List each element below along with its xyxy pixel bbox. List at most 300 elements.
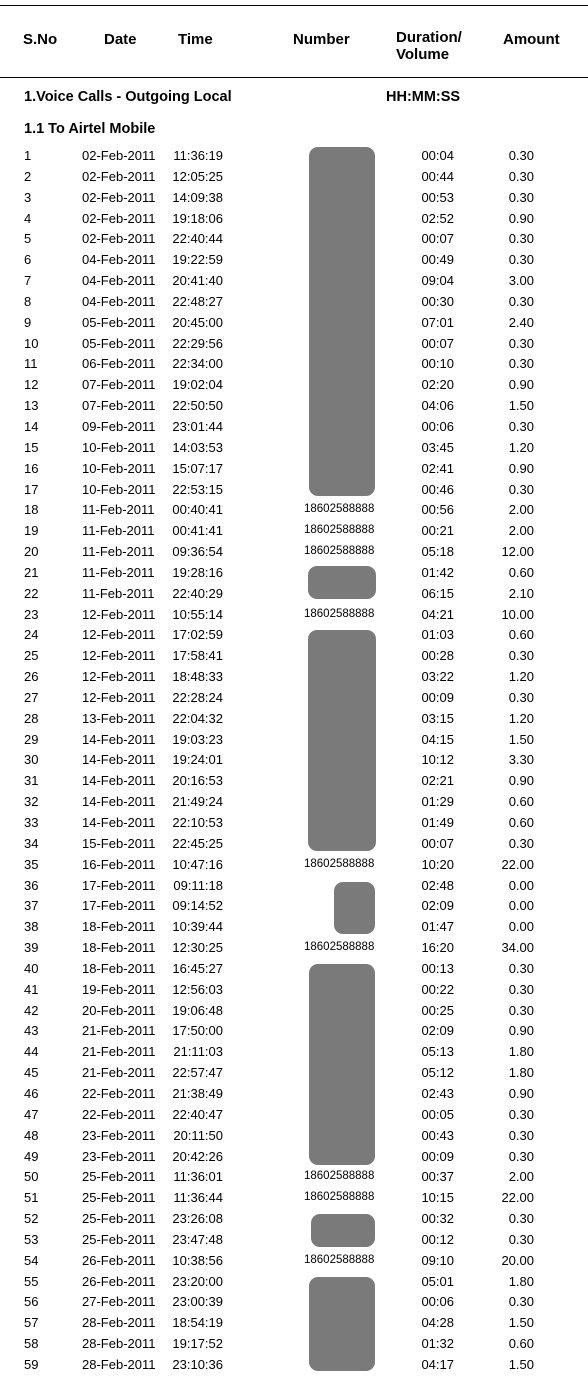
row-time: 23:01:44 — [172, 418, 223, 434]
redaction-block — [308, 566, 376, 599]
row-duration: 02:21 — [421, 773, 454, 789]
row-sno: 52 — [24, 1211, 39, 1227]
row-date: 27-Feb-2011 — [82, 1294, 156, 1310]
row-amount: 1.80 — [508, 1044, 534, 1060]
row-date: 23-Feb-2011 — [82, 1127, 156, 1143]
row-date: 10-Feb-2011 — [82, 439, 156, 455]
table-row — [0, 624, 588, 645]
row-duration: 00:37 — [421, 1169, 454, 1185]
row-date: 11-Feb-2011 — [82, 544, 155, 560]
table-row — [0, 1208, 588, 1229]
row-duration: 00:43 — [421, 1127, 454, 1143]
row-amount: 0.30 — [508, 1002, 534, 1018]
row-amount: 1.50 — [508, 1356, 534, 1372]
row-amount: 0.30 — [508, 335, 534, 351]
row-amount: 20.00 — [501, 1252, 534, 1268]
header-date: Date — [104, 31, 137, 48]
row-date: 28-Feb-2011 — [82, 1356, 156, 1372]
subsection-title: 1.1 To Airtel Mobile — [24, 121, 156, 137]
row-duration: 00:06 — [421, 418, 454, 434]
table-row — [0, 749, 588, 770]
table-row — [0, 1041, 588, 1062]
table-row — [0, 187, 588, 208]
row-time: 19:22:59 — [172, 252, 223, 268]
row-sno: 34 — [24, 835, 39, 851]
row-duration: 00:13 — [421, 960, 454, 976]
row-amount: 0.90 — [508, 460, 534, 476]
row-sno: 27 — [24, 689, 39, 705]
table-row — [0, 687, 588, 708]
table-row — [0, 479, 588, 500]
row-time: 09:36:54 — [172, 544, 223, 560]
row-date: 16-Feb-2011 — [82, 856, 156, 872]
row-sno: 44 — [24, 1044, 39, 1060]
row-date: 02-Feb-2011 — [82, 210, 156, 226]
redaction-block — [334, 882, 375, 934]
table-row — [0, 1062, 588, 1083]
row-date: 04-Feb-2011 — [82, 293, 156, 309]
row-amount: 22.00 — [501, 1190, 534, 1206]
row-sno: 53 — [24, 1231, 39, 1247]
row-time: 14:03:53 — [172, 439, 223, 455]
row-amount: 0.60 — [508, 1336, 534, 1352]
table-row — [0, 708, 588, 729]
row-amount: 22.00 — [501, 856, 534, 872]
row-amount: 2.00 — [508, 502, 534, 518]
row-sno: 6 — [24, 252, 32, 268]
header-time: Time — [178, 31, 213, 48]
row-amount: 0.90 — [508, 773, 534, 789]
table-row — [0, 416, 588, 437]
table-row — [0, 541, 588, 562]
table-row — [0, 1104, 588, 1125]
row-duration: 00:28 — [421, 648, 454, 664]
row-duration: 00:12 — [421, 1231, 454, 1247]
row-time: 20:11:50 — [173, 1127, 223, 1143]
row-time: 22:40:29 — [172, 585, 223, 601]
row-sno: 19 — [24, 523, 39, 539]
row-duration: 03:45 — [421, 439, 454, 455]
row-time: 16:45:27 — [172, 960, 223, 976]
row-duration: 05:13 — [421, 1044, 454, 1060]
row-sno: 4 — [24, 210, 32, 226]
row-sno: 42 — [24, 1002, 39, 1018]
row-time: 12:05:25 — [172, 168, 223, 184]
table-row — [0, 395, 588, 416]
table-row — [0, 458, 588, 479]
redaction-block — [309, 147, 375, 496]
row-sno: 29 — [24, 731, 39, 747]
row-time: 20:42:26 — [172, 1148, 223, 1164]
row-duration: 00:09 — [421, 689, 454, 705]
redaction-block — [311, 1214, 375, 1247]
table-row — [0, 645, 588, 666]
row-date: 02-Feb-2011 — [82, 168, 156, 184]
row-date: 18-Feb-2011 — [82, 960, 156, 976]
row-amount: 1.50 — [508, 1315, 534, 1331]
row-duration: 00:09 — [421, 1148, 454, 1164]
row-time: 22:40:44 — [172, 231, 223, 247]
row-amount: 0.30 — [508, 148, 534, 163]
table-row — [0, 770, 588, 791]
row-amount: 10.00 — [501, 606, 534, 622]
row-sno: 47 — [24, 1106, 39, 1122]
row-date: 11-Feb-2011 — [82, 523, 155, 539]
row-amount: 0.60 — [508, 564, 534, 580]
row-time: 22:10:53 — [172, 815, 223, 830]
row-time: 19:28:16 — [172, 564, 223, 580]
table-row — [0, 1229, 588, 1250]
row-amount: 0.30 — [508, 835, 534, 851]
row-time: 12:56:03 — [172, 981, 223, 997]
row-date: 02-Feb-2011 — [82, 231, 156, 247]
table-row — [0, 895, 588, 916]
row-sno: 20 — [24, 544, 39, 560]
redaction-block — [308, 630, 376, 851]
row-number: 18602588888 — [304, 1253, 375, 1266]
table-row — [0, 604, 588, 625]
row-time: 22:29:56 — [172, 335, 223, 351]
row-sno: 48 — [24, 1127, 39, 1143]
row-date: 14-Feb-2011 — [82, 794, 156, 810]
row-date: 21-Feb-2011 — [82, 1023, 156, 1039]
row-sno: 8 — [24, 293, 32, 309]
row-time: 11:36:01 — [173, 1169, 223, 1185]
table-row — [0, 1125, 588, 1146]
row-duration: 00:56 — [421, 502, 454, 518]
row-duration: 04:06 — [421, 398, 454, 414]
row-amount: 0.00 — [508, 919, 534, 935]
row-amount: 0.30 — [508, 981, 534, 997]
row-sno: 41 — [24, 981, 39, 997]
row-duration: 02:43 — [421, 1085, 454, 1101]
row-duration: 01:42 — [421, 564, 454, 580]
row-duration: 00:44 — [421, 168, 454, 184]
row-sno: 7 — [24, 273, 32, 289]
row-time: 23:26:08 — [172, 1211, 223, 1227]
row-time: 21:38:49 — [172, 1085, 223, 1101]
table-row — [0, 1312, 588, 1333]
row-amount: 0.30 — [508, 1106, 534, 1122]
row-sno: 22 — [24, 585, 39, 601]
row-duration: 16:20 — [421, 940, 454, 956]
row-time: 22:40:47 — [172, 1106, 223, 1122]
table-row — [0, 228, 588, 249]
row-duration: 00:07 — [421, 335, 454, 351]
row-number: 18602588888 — [304, 941, 375, 954]
row-date: 11-Feb-2011 — [82, 564, 155, 580]
row-amount: 0.30 — [508, 1127, 534, 1143]
row-amount: 2.00 — [508, 523, 534, 539]
row-amount: 0.60 — [508, 627, 534, 643]
row-duration: 02:09 — [421, 1023, 454, 1039]
row-amount: 1.80 — [508, 1273, 534, 1289]
row-duration: 00:30 — [421, 293, 454, 309]
row-time: 14:09:38 — [172, 189, 223, 205]
row-date: 12-Feb-2011 — [82, 689, 156, 705]
row-time: 21:11:03 — [173, 1044, 223, 1060]
row-amount: 0.30 — [508, 356, 534, 372]
row-amount: 3.30 — [508, 752, 534, 768]
row-duration: 03:22 — [421, 669, 454, 685]
row-number: 18602588888 — [304, 524, 375, 537]
row-sno: 50 — [24, 1169, 39, 1185]
row-duration: 00:25 — [421, 1002, 454, 1018]
row-amount: 0.30 — [508, 168, 534, 184]
row-date: 28-Feb-2011 — [82, 1315, 156, 1331]
row-time: 09:14:52 — [172, 898, 223, 914]
row-amount: 2.10 — [508, 585, 534, 601]
row-time: 10:38:56 — [172, 1252, 223, 1268]
table-row — [0, 833, 588, 854]
row-number: 18602588888 — [304, 1170, 375, 1183]
row-sno: 58 — [24, 1336, 39, 1352]
row-amount: 0.60 — [508, 794, 534, 810]
row-amount: 0.30 — [508, 189, 534, 205]
table-row — [0, 353, 588, 374]
row-date: 26-Feb-2011 — [82, 1273, 156, 1289]
row-sno: 16 — [24, 460, 39, 476]
row-date: 05-Feb-2011 — [82, 314, 156, 330]
row-duration: 00:07 — [421, 835, 454, 851]
row-sno: 28 — [24, 710, 39, 726]
row-date: 06-Feb-2011 — [82, 356, 156, 372]
row-duration: 05:01 — [421, 1273, 454, 1289]
row-time: 12:30:25 — [172, 940, 223, 956]
table-row — [0, 1146, 588, 1167]
row-date: 09-Feb-2011 — [82, 418, 156, 434]
table-row — [0, 1333, 588, 1354]
row-duration: 02:09 — [421, 898, 454, 914]
row-sno: 5 — [24, 231, 32, 247]
row-sno: 51 — [24, 1190, 39, 1206]
row-duration: 00:46 — [421, 481, 454, 497]
section-title: 1.Voice Calls - Outgoing Local — [24, 89, 232, 105]
row-time: 18:54:19 — [172, 1315, 223, 1331]
row-duration: 00:10 — [421, 356, 454, 372]
row-amount: 0.00 — [508, 898, 534, 914]
row-date: 23-Feb-2011 — [82, 1148, 156, 1164]
table-row — [0, 208, 588, 229]
row-number: 18602588888 — [304, 607, 375, 620]
row-duration: 00:05 — [421, 1106, 454, 1122]
top-rule — [0, 5, 588, 6]
row-sno: 49 — [24, 1148, 39, 1164]
table-row — [0, 916, 588, 937]
row-time: 17:50:00 — [172, 1023, 223, 1039]
row-duration: 07:01 — [421, 314, 454, 330]
row-sno: 39 — [24, 940, 39, 956]
row-date: 21-Feb-2011 — [82, 1044, 156, 1060]
row-time: 19:06:48 — [172, 1002, 223, 1018]
row-duration: 01:47 — [421, 919, 454, 935]
table-row — [0, 312, 588, 333]
header-duration-line2: Volume — [396, 46, 450, 63]
row-time: 23:47:48 — [172, 1231, 223, 1247]
row-time: 11:36:44 — [173, 1190, 223, 1206]
section-unit: HH:MM:SS — [386, 89, 461, 105]
table-row — [0, 270, 588, 291]
row-amount: 0.30 — [508, 252, 534, 268]
row-sno: 38 — [24, 919, 39, 935]
table-row — [0, 1166, 588, 1187]
table-row — [0, 958, 588, 979]
row-date: 13-Feb-2011 — [82, 710, 156, 726]
table-row — [0, 729, 588, 750]
row-duration: 10:20 — [421, 856, 454, 872]
row-sno: 23 — [24, 606, 39, 622]
row-amount: 1.50 — [508, 398, 534, 414]
row-duration: 00:07 — [421, 231, 454, 247]
row-time: 19:17:52 — [172, 1336, 223, 1352]
row-sno: 24 — [24, 627, 39, 643]
row-sno: 26 — [24, 669, 39, 685]
row-time: 23:00:39 — [172, 1294, 223, 1310]
row-time: 15:07:17 — [172, 460, 223, 476]
row-time: 20:41:40 — [172, 273, 223, 289]
row-sno: 37 — [24, 898, 39, 914]
row-duration: 00:21 — [421, 523, 454, 539]
row-amount: 0.30 — [508, 1294, 534, 1310]
row-amount: 2.40 — [508, 314, 534, 330]
row-date: 14-Feb-2011 — [82, 731, 156, 747]
row-duration: 02:52 — [421, 210, 454, 226]
table-row — [0, 937, 588, 958]
row-duration: 02:48 — [421, 877, 454, 893]
row-sno: 43 — [24, 1023, 39, 1039]
table-row — [0, 1000, 588, 1021]
row-amount: 0.30 — [508, 960, 534, 976]
table-row — [0, 1020, 588, 1041]
row-sno: 17 — [24, 481, 39, 497]
table-row — [0, 1291, 588, 1312]
row-amount: 0.00 — [508, 877, 534, 893]
table-row — [0, 1250, 588, 1271]
row-time: 10:47:16 — [172, 856, 223, 872]
row-time: 21:49:24 — [172, 794, 223, 810]
row-amount: 3.00 — [508, 273, 534, 289]
row-duration: 05:12 — [421, 1065, 454, 1081]
row-date: 07-Feb-2011 — [82, 398, 156, 414]
table-row — [0, 1271, 588, 1292]
row-amount: 1.20 — [508, 710, 534, 726]
row-sno: 54 — [24, 1252, 39, 1268]
row-duration: 01:49 — [421, 815, 454, 830]
header-number: Number — [293, 31, 350, 48]
redaction-block — [309, 964, 375, 1165]
row-amount: 1.20 — [508, 439, 534, 455]
row-sno: 57 — [24, 1315, 39, 1331]
row-duration: 04:21 — [421, 606, 454, 622]
row-sno: 45 — [24, 1065, 39, 1081]
row-sno: 3 — [24, 189, 32, 205]
row-number: 18602588888 — [304, 857, 375, 870]
row-amount: 0.90 — [508, 377, 534, 393]
header-rule — [0, 77, 588, 78]
row-duration: 03:15 — [421, 710, 454, 726]
row-sno: 46 — [24, 1085, 39, 1101]
row-time: 20:16:53 — [172, 773, 223, 789]
row-duration: 00:22 — [421, 981, 454, 997]
row-sno: 59 — [24, 1356, 39, 1372]
row-time: 22:50:50 — [172, 398, 223, 414]
row-sno: 21 — [24, 564, 39, 580]
row-time: 23:10:36 — [172, 1356, 223, 1372]
table-row — [0, 374, 588, 395]
row-amount: 0.30 — [508, 1148, 534, 1164]
row-sno: 11 — [24, 356, 38, 372]
row-sno: 15 — [24, 439, 39, 455]
row-amount: 0.60 — [508, 815, 534, 830]
row-amount: 0.30 — [508, 1211, 534, 1227]
row-sno: 12 — [24, 377, 39, 393]
row-time: 11:36:19 — [173, 148, 223, 163]
row-duration: 04:17 — [421, 1356, 454, 1372]
row-amount: 1.20 — [508, 669, 534, 685]
header-duration — [396, 29, 462, 63]
row-sno: 14 — [24, 418, 39, 434]
row-amount: 34.00 — [501, 940, 534, 956]
row-amount: 0.30 — [508, 418, 534, 434]
row-date: 11-Feb-2011 — [82, 502, 155, 518]
row-amount: 0.90 — [508, 1023, 534, 1039]
row-date: 26-Feb-2011 — [82, 1252, 156, 1268]
row-date: 14-Feb-2011 — [82, 773, 156, 789]
row-sno: 36 — [24, 877, 39, 893]
header-sno: S.No — [23, 31, 58, 48]
row-sno: 1 — [24, 148, 32, 163]
row-date: 12-Feb-2011 — [82, 606, 156, 622]
row-duration: 01:03 — [421, 627, 454, 643]
row-amount: 0.90 — [508, 1085, 534, 1101]
table-row — [0, 437, 588, 458]
row-time: 20:45:00 — [172, 314, 223, 330]
row-sno: 25 — [24, 648, 39, 664]
table-row — [0, 166, 588, 187]
table-row — [0, 1187, 588, 1208]
row-date: 15-Feb-2011 — [82, 835, 156, 851]
row-duration: 02:41 — [421, 460, 454, 476]
row-duration: 10:15 — [421, 1190, 454, 1206]
row-date: 02-Feb-2011 — [82, 148, 156, 163]
row-date: 10-Feb-2011 — [82, 460, 156, 476]
row-date: 18-Feb-2011 — [82, 940, 156, 956]
row-sno: 35 — [24, 856, 39, 872]
row-time: 22:57:47 — [172, 1065, 223, 1081]
table-row — [0, 666, 588, 687]
row-time: 17:58:41 — [172, 648, 223, 664]
row-duration: 06:15 — [421, 585, 454, 601]
row-duration: 00:53 — [421, 189, 454, 205]
row-amount: 1.50 — [508, 731, 534, 747]
row-date: 11-Feb-2011 — [82, 585, 155, 601]
row-time: 22:04:32 — [172, 710, 223, 726]
row-duration: 05:18 — [421, 544, 454, 560]
row-duration: 02:20 — [421, 377, 454, 393]
row-duration: 00:32 — [421, 1211, 454, 1227]
row-amount: 1.80 — [508, 1065, 534, 1081]
row-sno: 40 — [24, 960, 39, 976]
row-date: 20-Feb-2011 — [82, 1002, 156, 1018]
table-row — [0, 520, 588, 541]
row-sno: 30 — [24, 752, 39, 768]
table-row — [0, 979, 588, 1000]
row-amount: 0.30 — [508, 648, 534, 664]
row-time: 19:03:23 — [172, 731, 223, 747]
row-duration: 10:12 — [421, 752, 454, 768]
row-sno: 32 — [24, 794, 39, 810]
row-amount: 0.30 — [508, 1231, 534, 1247]
